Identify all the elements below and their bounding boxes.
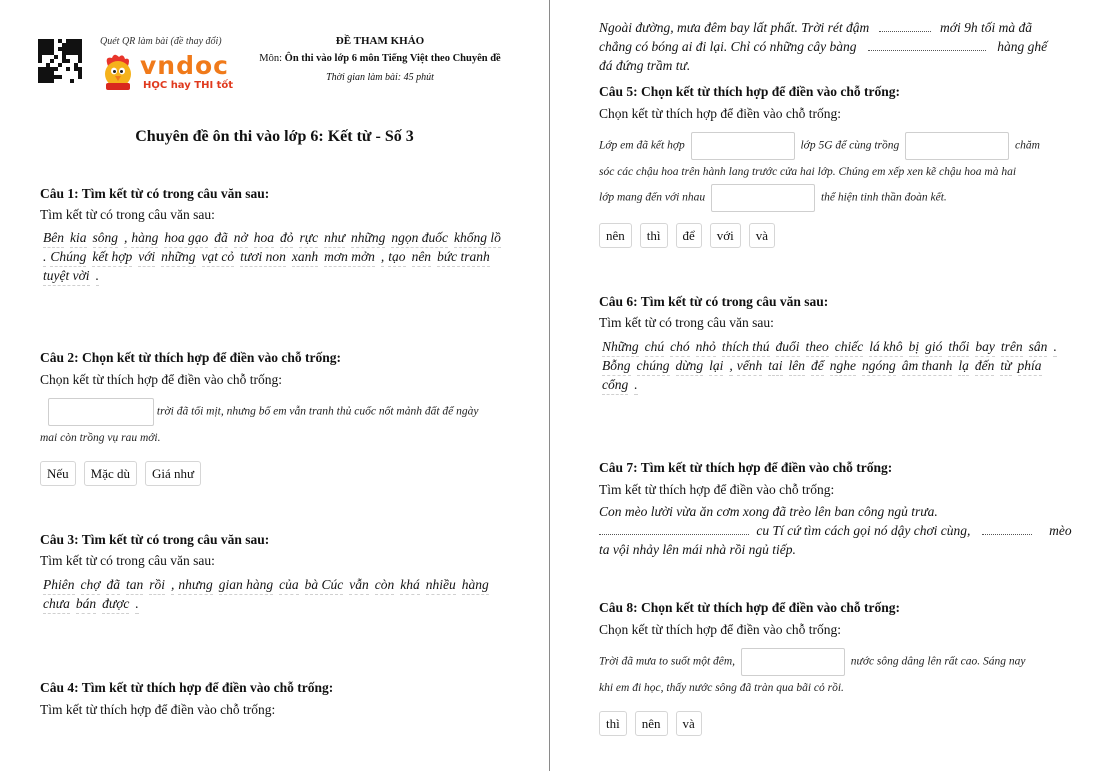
question-7-line2a: cu Tí cứ tìm cách gọi nó dậy chơi cùng, xyxy=(756,523,971,538)
passage-word[interactable]: sân xyxy=(1029,338,1048,357)
passage-word[interactable]: chó xyxy=(670,338,690,357)
passage-word[interactable]: chú xyxy=(645,338,665,357)
passage-word[interactable]: để xyxy=(811,357,824,376)
passage-word[interactable]: hoa gạo xyxy=(164,229,208,248)
passage-word[interactable]: được xyxy=(102,595,129,614)
question-7-line3: ta vội nhảy lên mái nhà rồi ngủ tiếp. xyxy=(599,542,796,557)
passage-word[interactable]: đã xyxy=(214,229,228,248)
passage-word[interactable]: những xyxy=(161,248,195,267)
passage-word[interactable]: đỏ xyxy=(280,229,294,248)
passage-word[interactable]: nở xyxy=(234,229,248,248)
passage-word[interactable]: lá khô xyxy=(869,338,902,357)
vndoc-logo xyxy=(100,51,234,94)
passage-word[interactable]: lạ xyxy=(958,357,969,376)
passage-word[interactable]: thổi xyxy=(948,338,969,357)
question-8-heading: Câu 8: Chọn kết từ thích hợp để điền vào chỗ trống: xyxy=(599,600,900,615)
passage-word[interactable]: khá xyxy=(400,576,420,595)
passage-word[interactable]: đến xyxy=(975,357,995,376)
question-5-blank-1[interactable] xyxy=(691,132,795,160)
passage-word[interactable]: kia xyxy=(70,229,87,248)
rooster-mascot-icon xyxy=(100,52,138,92)
passage-word[interactable]: cổng xyxy=(602,376,628,395)
exam-time: Thời gian làm bài: 45 phút xyxy=(326,72,434,83)
passage-word[interactable]: còn xyxy=(375,576,395,595)
question-1-passage xyxy=(43,229,508,286)
passage-word[interactable]: xanh xyxy=(292,248,318,267)
passage-word[interactable]: tạo xyxy=(388,248,405,267)
question-5-seg2: lớp 5G để cùng trồng xyxy=(800,139,900,152)
passage-word[interactable]: vểnh xyxy=(737,357,762,376)
passage-word[interactable]: . xyxy=(634,376,637,395)
question-4-instruction: Tìm kết từ thích hợp để điền vào chỗ trống: xyxy=(40,702,276,717)
question-4-line3: đá đứng trầm tư. xyxy=(599,58,691,73)
logo-wordmark: vndoc xyxy=(140,51,229,80)
passage-word[interactable]: , xyxy=(729,357,732,376)
passage-word[interactable]: nên xyxy=(412,248,432,267)
question-7-line2b: mèo xyxy=(1049,523,1072,538)
question-4-line2a: chẳng có bóng ai đi lại. Chỉ có những cây bàng xyxy=(599,39,857,54)
question-2-sentence xyxy=(40,398,520,450)
question-8-options xyxy=(599,711,702,736)
option-button[interactable]: Mặc dù xyxy=(84,461,137,486)
option-button[interactable]: thì xyxy=(640,223,668,248)
passage-word[interactable]: . xyxy=(96,267,99,286)
passage-word[interactable]: dừng xyxy=(676,357,704,376)
question-7-instruction: Tìm kết từ thích hợp để điền vào chỗ trống: xyxy=(599,482,835,497)
question-7-blank-1[interactable] xyxy=(599,525,749,535)
question-2-heading: Câu 2: Chọn kết từ thích hợp để điền vào chỗ trống: xyxy=(40,350,341,365)
question-5-options xyxy=(599,223,775,248)
question-3-passage xyxy=(43,576,513,614)
question-4-blank-1[interactable] xyxy=(879,22,931,32)
document-title: Chuyên đề ôn thi vào lớp 6: Kết từ - Số 3 xyxy=(135,128,414,145)
passage-word[interactable]: vẫn xyxy=(349,576,369,595)
passage-word[interactable]: nhưng xyxy=(178,576,212,595)
passage-word[interactable]: bị xyxy=(909,338,920,357)
question-7-blank-2[interactable] xyxy=(982,525,1032,535)
slogan-part-1: HỌC hay xyxy=(143,80,195,91)
subject-value: Ôn thi vào lớp 6 môn Tiếng Việt theo Chuyên đề xyxy=(284,53,501,64)
qr-caption: Quét QR làm bài (đề thay đổi) xyxy=(100,36,222,47)
question-5-seg5: lớp mang đến với nhau xyxy=(599,191,706,204)
question-5-blank-2[interactable] xyxy=(905,132,1009,160)
exam-title: ĐỀ THAM KHẢO xyxy=(335,35,425,47)
option-button[interactable]: nên xyxy=(635,711,668,736)
passage-word[interactable]: những xyxy=(351,229,385,248)
passage-word[interactable]: mơn mởn xyxy=(324,248,375,267)
option-button[interactable]: và xyxy=(676,711,702,736)
passage-word[interactable]: bán xyxy=(76,595,96,614)
passage-word[interactable]: đã xyxy=(106,576,120,595)
question-2-text-line2: mai còn trồng vụ rau mới. xyxy=(40,432,161,444)
passage-word[interactable]: lên xyxy=(789,357,806,376)
question-7-passage xyxy=(599,502,1079,559)
question-4-line2b: hàng ghế xyxy=(997,39,1048,54)
passage-word[interactable]: Phiên xyxy=(43,576,75,595)
question-8-sentence xyxy=(599,648,1079,700)
question-7-heading: Câu 7: Tìm kết từ thích hợp để điền vào chỗ trống: xyxy=(599,460,893,475)
question-4-heading: Câu 4: Tìm kết từ thích hợp để điền vào chỗ trống: xyxy=(40,680,334,695)
exam-subject xyxy=(235,53,525,64)
option-button[interactable]: để xyxy=(676,223,702,248)
passage-word[interactable]: như xyxy=(324,229,345,248)
passage-word[interactable]: gió xyxy=(925,338,942,357)
passage-word[interactable]: hàng xyxy=(462,576,489,595)
option-button[interactable]: thì xyxy=(599,711,627,736)
passage-word[interactable]: rồi xyxy=(149,576,165,595)
logo-slogan xyxy=(143,79,233,92)
passage-word[interactable]: vạt cỏ xyxy=(202,248,235,267)
passage-word[interactable]: hàng xyxy=(131,229,158,248)
passage-word[interactable]: Bên xyxy=(43,229,64,248)
question-8-seg2: nước sông dâng lên rất cao. Sáng nay xyxy=(850,655,1026,668)
question-5-seg1: Lớp em đã kết hợp xyxy=(599,139,685,152)
option-button[interactable]: Giá như xyxy=(145,461,201,486)
passage-word[interactable]: , xyxy=(124,229,127,248)
passage-word[interactable]: với xyxy=(138,248,155,267)
question-8-seg3: khi em đi học, thấy nước sông đã tràn qua bãi cỏ rồi. xyxy=(599,682,844,694)
passage-word[interactable]: ngóng xyxy=(862,357,896,376)
passage-word[interactable]: bay xyxy=(975,338,995,357)
question-5-seg3: chăm xyxy=(1015,139,1040,152)
passage-word[interactable]: , xyxy=(381,248,384,267)
passage-word[interactable]: . xyxy=(43,248,46,267)
question-4-passage xyxy=(599,18,1089,75)
question-6-heading: Câu 6: Tìm kết từ có trong câu văn sau: xyxy=(599,294,829,309)
passage-word[interactable]: lại xyxy=(709,357,723,376)
question-5-instruction: Chọn kết từ thích hợp để điền vào chỗ trống: xyxy=(599,106,842,121)
passage-word[interactable]: tươi non xyxy=(240,248,286,267)
passage-word[interactable]: của xyxy=(279,576,299,595)
question-3-instruction: Tìm kết từ có trong câu văn sau: xyxy=(40,553,215,568)
passage-word[interactable]: nhiều xyxy=(426,576,456,595)
passage-word[interactable]: . xyxy=(1053,338,1056,357)
passage-word[interactable]: tan xyxy=(126,576,143,595)
passage-word[interactable]: Chúng xyxy=(50,248,86,267)
question-5-sentence xyxy=(599,132,1074,212)
question-6-passage xyxy=(602,338,1072,395)
question-7-line1: Con mèo lười vừa ăn cơm xong đã trèo lên ban công ngủ trưa. xyxy=(599,504,938,519)
question-4-blank-2[interactable] xyxy=(868,41,986,51)
question-4-line1b: mới 9h tối mà đã xyxy=(940,20,1032,35)
slogan-part-2: THI tốt xyxy=(194,80,234,91)
question-5-heading: Câu 5: Chọn kết từ thích hợp để điền vào chỗ trống: xyxy=(599,84,900,99)
question-8-seg1: Trời đã mưa to suốt một đêm, xyxy=(599,655,736,668)
passage-word[interactable]: nghe xyxy=(830,357,856,376)
passage-word[interactable]: tai xyxy=(768,357,782,376)
passage-word[interactable]: theo xyxy=(806,338,829,357)
question-5-blank-3[interactable] xyxy=(711,184,815,212)
passage-word[interactable]: phía xyxy=(1018,357,1042,376)
question-1-instruction: Tìm kết từ có trong câu văn sau: xyxy=(40,207,215,222)
passage-word[interactable]: rực xyxy=(299,229,318,248)
passage-word[interactable]: âm thanh xyxy=(902,357,953,376)
passage-word[interactable]: trên xyxy=(1001,338,1023,357)
passage-word[interactable]: Những xyxy=(602,338,639,357)
passage-word[interactable]: từ xyxy=(1000,357,1011,376)
passage-word[interactable]: bức tranh xyxy=(437,248,490,267)
option-button[interactable]: nên xyxy=(599,223,632,248)
passage-word[interactable]: thích thú xyxy=(722,338,770,357)
option-button[interactable]: và xyxy=(749,223,775,248)
passage-word[interactable]: . xyxy=(135,595,138,614)
passage-word[interactable]: hoa xyxy=(254,229,274,248)
passage-word[interactable]: chiếc xyxy=(835,338,863,357)
option-button[interactable]: với xyxy=(710,223,741,248)
question-8-instruction: Chọn kết từ thích hợp để điền vào chỗ trống: xyxy=(599,622,842,637)
passage-word[interactable]: chợ xyxy=(81,576,101,595)
question-2-instruction: Chọn kết từ thích hợp để điền vào chỗ trống: xyxy=(40,372,283,387)
question-8-blank[interactable] xyxy=(741,648,845,676)
passage-word[interactable]: ngọn đuốc xyxy=(391,229,448,248)
question-6-instruction: Tìm kết từ có trong câu văn sau: xyxy=(599,315,774,330)
passage-word[interactable]: đuổi xyxy=(776,338,800,357)
qr-code-icon[interactable] xyxy=(38,39,82,83)
passage-word[interactable]: khổng lồ xyxy=(454,229,501,248)
passage-word[interactable]: nhỏ xyxy=(696,338,716,357)
passage-word[interactable]: Bỗng xyxy=(602,357,631,376)
passage-word[interactable]: tuyệt vời xyxy=(43,267,90,286)
passage-word[interactable]: bà Cúc xyxy=(305,576,344,595)
question-2-text: trời đã tối mịt, nhưng bố em vẫn tranh thủ cuốc nốt mảnh đất để ngày xyxy=(156,405,479,418)
option-button[interactable]: Nếu xyxy=(40,461,76,486)
passage-word[interactable]: kết hợp xyxy=(92,248,132,267)
question-1-heading: Câu 1: Tìm kết từ có trong câu văn sau: xyxy=(40,186,270,201)
passage-word[interactable]: sông xyxy=(93,229,119,248)
passage-word[interactable]: , xyxy=(171,576,174,595)
passage-word[interactable]: chưa xyxy=(43,595,70,614)
passage-word[interactable]: chúng xyxy=(637,357,670,376)
question-5-seg6: thể hiện tinh thần đoàn kết. xyxy=(820,191,947,204)
passage-word[interactable]: gian hàng xyxy=(219,576,273,595)
question-2-options xyxy=(40,461,201,486)
question-2-blank[interactable] xyxy=(48,398,154,426)
subject-label: Môn: xyxy=(259,53,285,64)
question-5-seg4: sóc các chậu hoa trên hành lang trước cửa hai lớp. Chúng em xếp xen kẽ chậu hoa mà hai xyxy=(599,166,1017,178)
page-right xyxy=(550,0,1098,771)
question-4-line1a: Ngoài đường, mưa đêm bay lất phất. Trời rét đậm xyxy=(599,20,870,35)
question-3-heading: Câu 3: Tìm kết từ có trong câu văn sau: xyxy=(40,532,270,547)
